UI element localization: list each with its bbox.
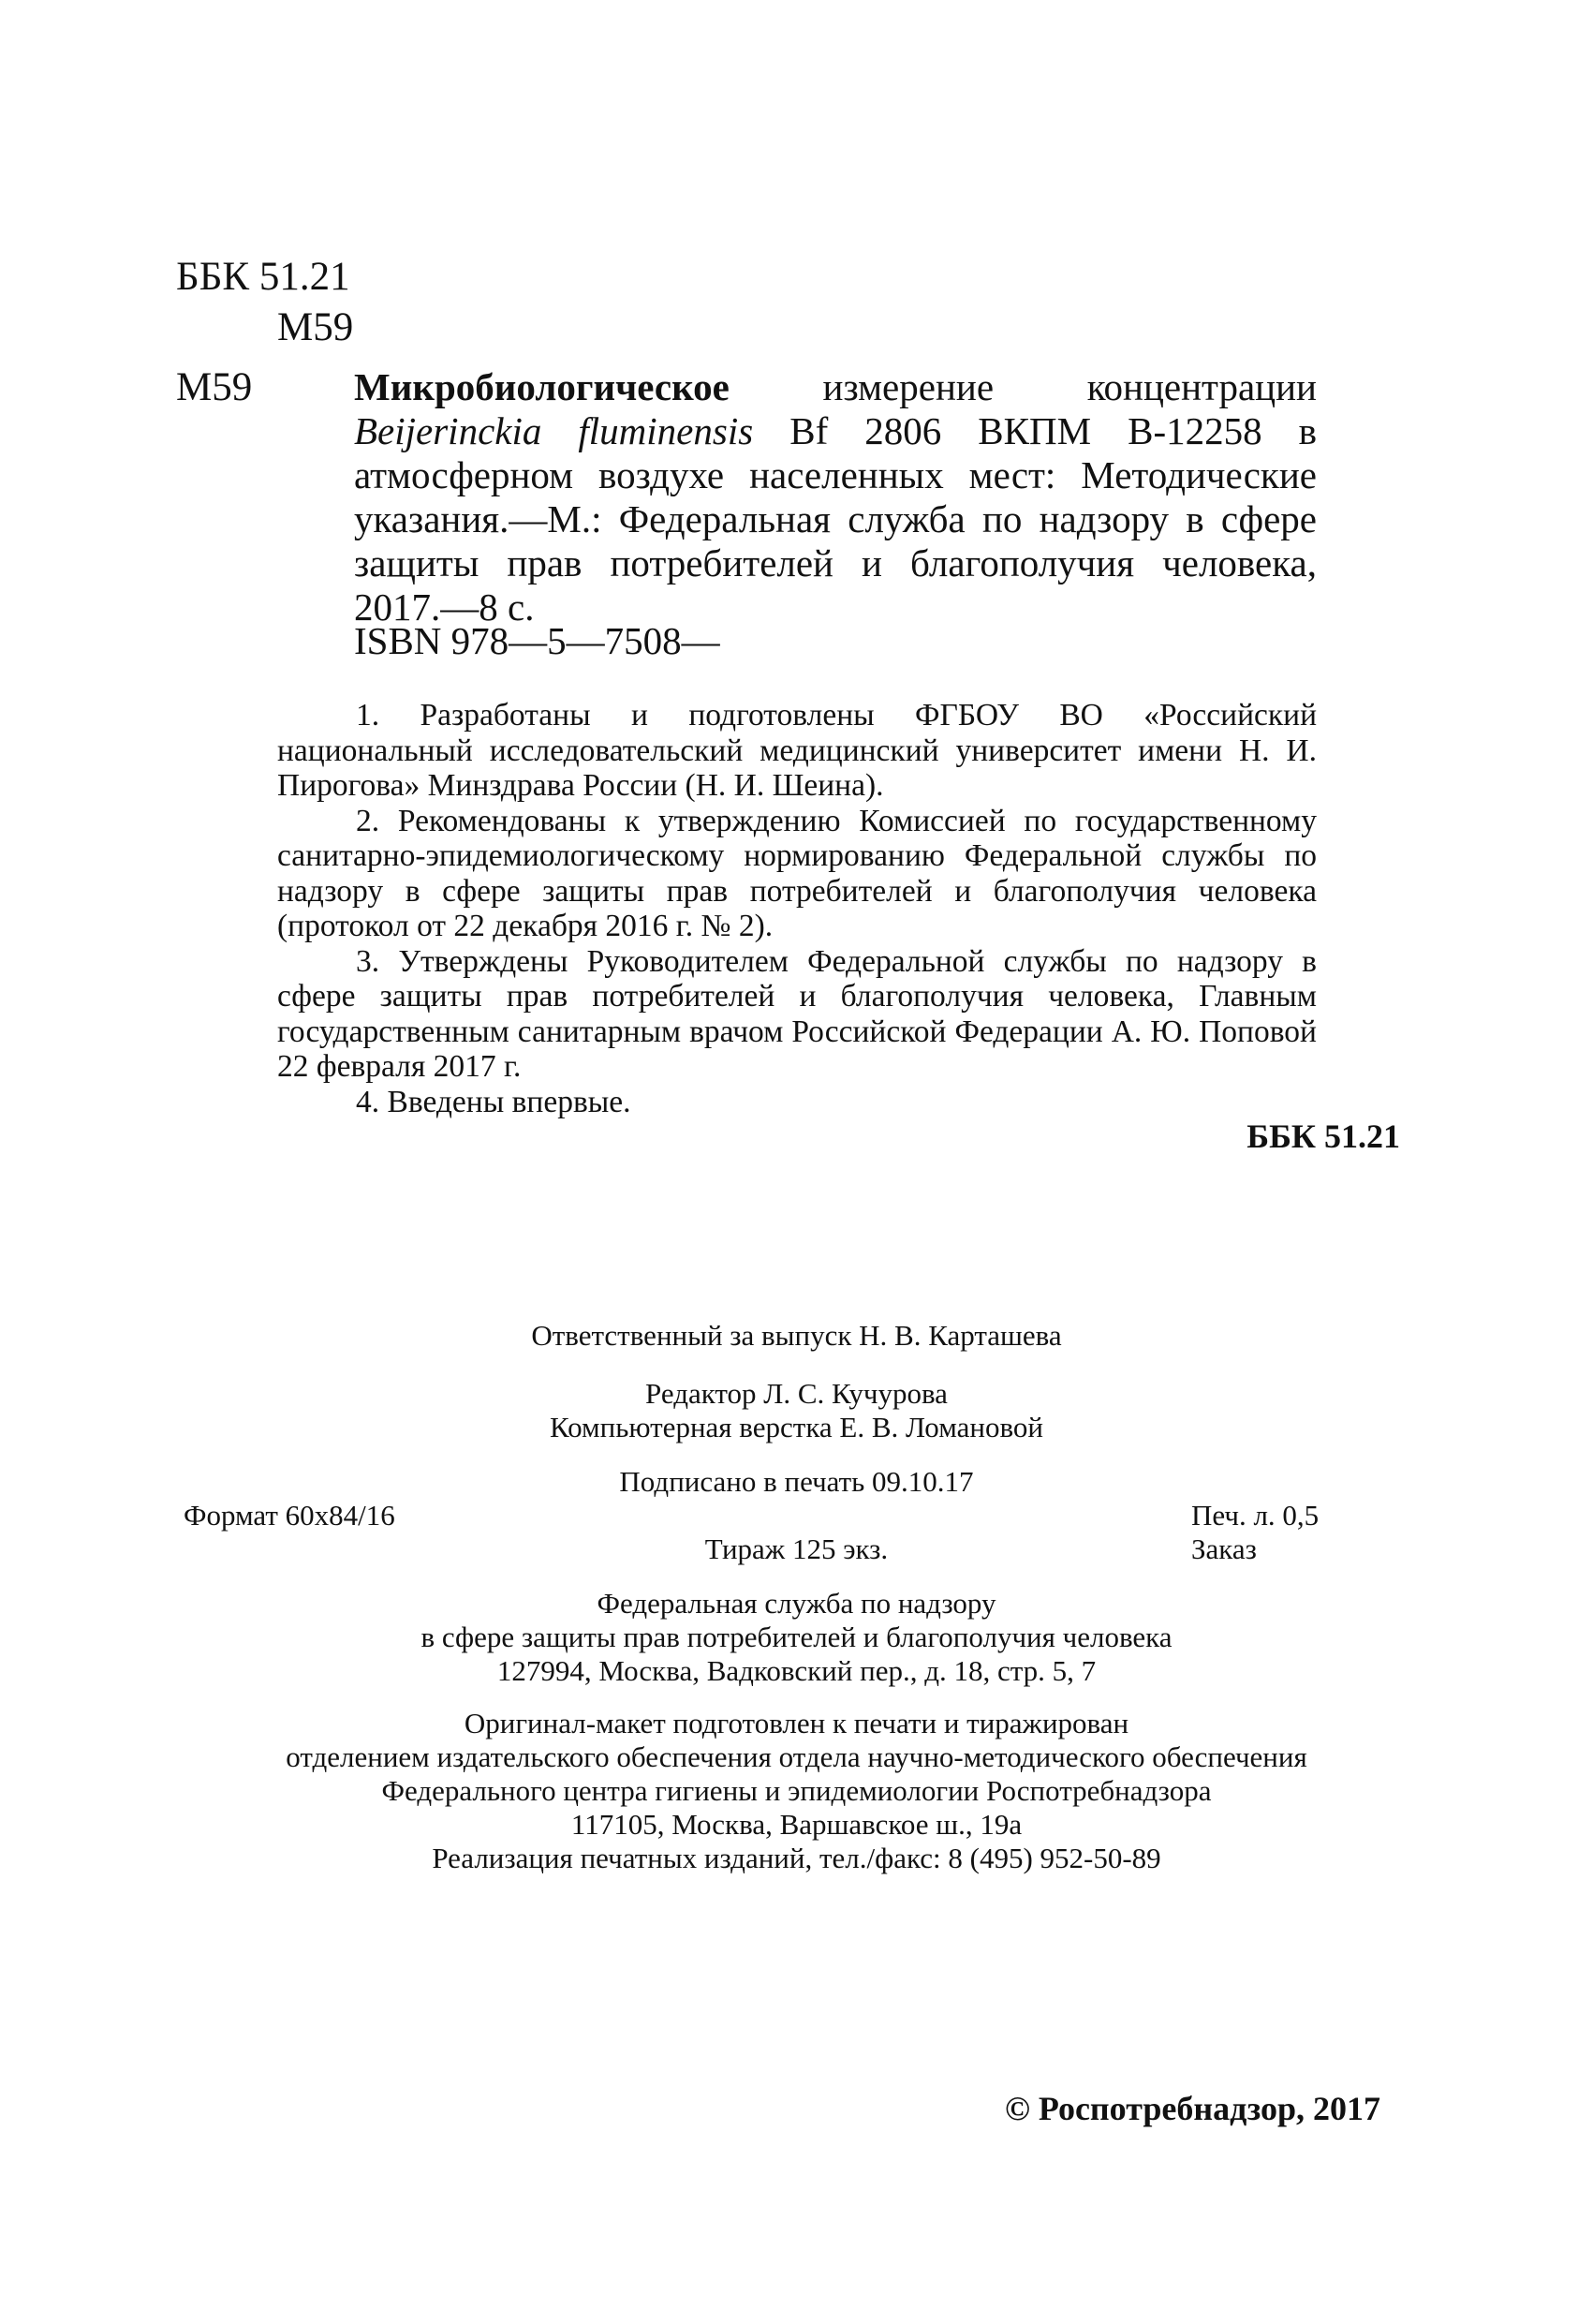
title-species-italic: Beijerinckia fluminensis	[354, 409, 754, 452]
print-sheets: Печ. л. 0,5	[1191, 1499, 1320, 1532]
bbk-classification-top: ББК 51.21	[176, 255, 350, 299]
editor: Редактор Л. С. Кучурова	[645, 1377, 948, 1410]
printer-block	[0, 1707, 1593, 1875]
publisher-block	[0, 1587, 1593, 1688]
responsible-editor: Ответственный за выпуск Н. В. Карташева	[531, 1319, 1062, 1352]
printer-address: 117105, Москва, Варшавское ш., 19а	[570, 1808, 1023, 1841]
publisher-line: Федеральная служба по надзору	[597, 1587, 996, 1620]
printer-line: Оригинал-макет подготовлен к печати и тиражирован	[464, 1707, 1129, 1739]
signed-to-print: Подписано в печать 09.10.17	[619, 1465, 974, 1498]
layout-artist: Компьютерная верстка Е. В. Ломановой	[550, 1411, 1043, 1443]
sales-contact: Реализация печатных изданий, тел./факс: 8 (495) 952-50-89	[432, 1842, 1161, 1874]
bibliographic-description	[354, 365, 1317, 629]
copyright: © Роспотребнадзор, 2017	[1004, 2090, 1380, 2127]
info-item-recommended: 2. Рекомендованы к утверждению Комиссией по государственному санитарно-эпидемиологическому нормированию Федеральной службы по надзору в сфере защиты прав потребителей и благополучия человека (протокол от 22 декабря 2016 г. № 2).	[277, 803, 1317, 943]
author-mark-left: М59	[176, 365, 253, 409]
publisher-address: 127994, Москва, Вадковский пер., д. 18, стр. 5, 7	[496, 1654, 1097, 1687]
title-text-part-2: Bf 2806 ВКПМ В-12258 в атмосферном воздухе населенных мест: Методические указания.—М.: Федеральная служба по надзору в сфере защиты прав потребителей и благополучия человека, 2017.—8 с.	[354, 409, 1317, 629]
printer-line: Федерального центра гигиены и эпидемиологии Роспотребнадзора	[381, 1774, 1212, 1807]
title-text-part-1: измерение концентрации	[729, 365, 1317, 408]
bbk-classification-right: ББК 51.21	[1246, 1118, 1400, 1155]
info-item-approved: 3. Утверждены Руководителем Федеральной службы по надзору в сфере защиты прав потребителей и благополучия человека, Главным государственным санитарным врачом Российской Федерации А. Ю. Поповой 22 февраля 2017 г.	[277, 943, 1317, 1084]
publisher-line: в сфере защиты прав потребителей и благополучия человека	[420, 1621, 1173, 1653]
paper-format: Формат 60х84/16	[184, 1499, 395, 1532]
isbn: ISBN 978—5—7508—	[354, 619, 720, 662]
order-number: Заказ	[1191, 1532, 1257, 1565]
circulation: Тираж 125 экз.	[704, 1532, 889, 1565]
title-bold-word: Микробиологическое	[354, 365, 730, 408]
info-item-introduced: 4. Введены впервые.	[356, 1084, 631, 1119]
document-info-list	[277, 698, 1317, 1119]
printer-line: отделением издательского обеспечения отдела научно-методического обеспечения	[286, 1740, 1307, 1773]
author-mark-top: М59	[277, 305, 354, 349]
info-item-developed: 1. Разработаны и подготовлены ФГБОУ ВО «Российский национальный исследовательский медицинский университет имени Н. И. Пирогова» Минздрава России (Н. И. Шеина).	[277, 698, 1317, 803]
